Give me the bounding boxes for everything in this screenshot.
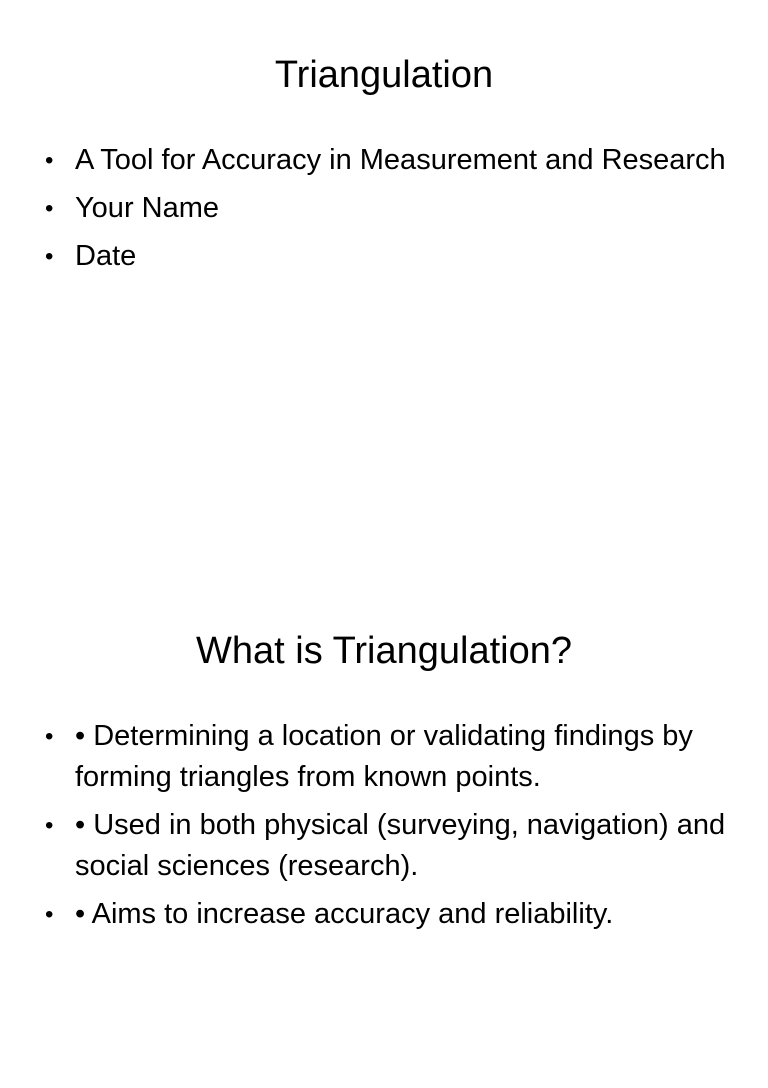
slide-title: Triangulation [274, 54, 494, 96]
bullet-text: • Used in both physical (surveying, navigation) and social sciences (research). [75, 809, 726, 882]
bullet-icon: • [45, 901, 54, 928]
bullet-item [40, 894, 730, 935]
slide-title-slide [0, 0, 768, 512]
bullet-icon: • [45, 195, 54, 222]
bullet-text: Date [75, 240, 137, 272]
bullet-item [40, 805, 730, 887]
bullet-item [40, 236, 730, 277]
bullet-text: • Determining a location or validating findings by forming triangles from known points. [75, 720, 693, 793]
bullet-text: Your Name [75, 192, 220, 224]
bullet-icon: • [45, 812, 54, 839]
bullet-item [40, 188, 730, 229]
bullet-item [40, 140, 730, 181]
bullet-icon: • [45, 243, 54, 270]
bullet-text: • Aims to increase accuracy and reliability. [75, 898, 614, 930]
slide-what-is-triangulation [0, 576, 768, 1088]
bullet-list [40, 716, 730, 942]
slide-title: What is Triangulation? [196, 630, 572, 672]
bullet-item [40, 716, 730, 798]
bullet-icon: • [45, 723, 54, 750]
bullet-list [40, 140, 730, 284]
bullet-icon: • [45, 147, 54, 174]
bullet-text: A Tool for Accuracy in Measurement and Research [75, 144, 726, 176]
